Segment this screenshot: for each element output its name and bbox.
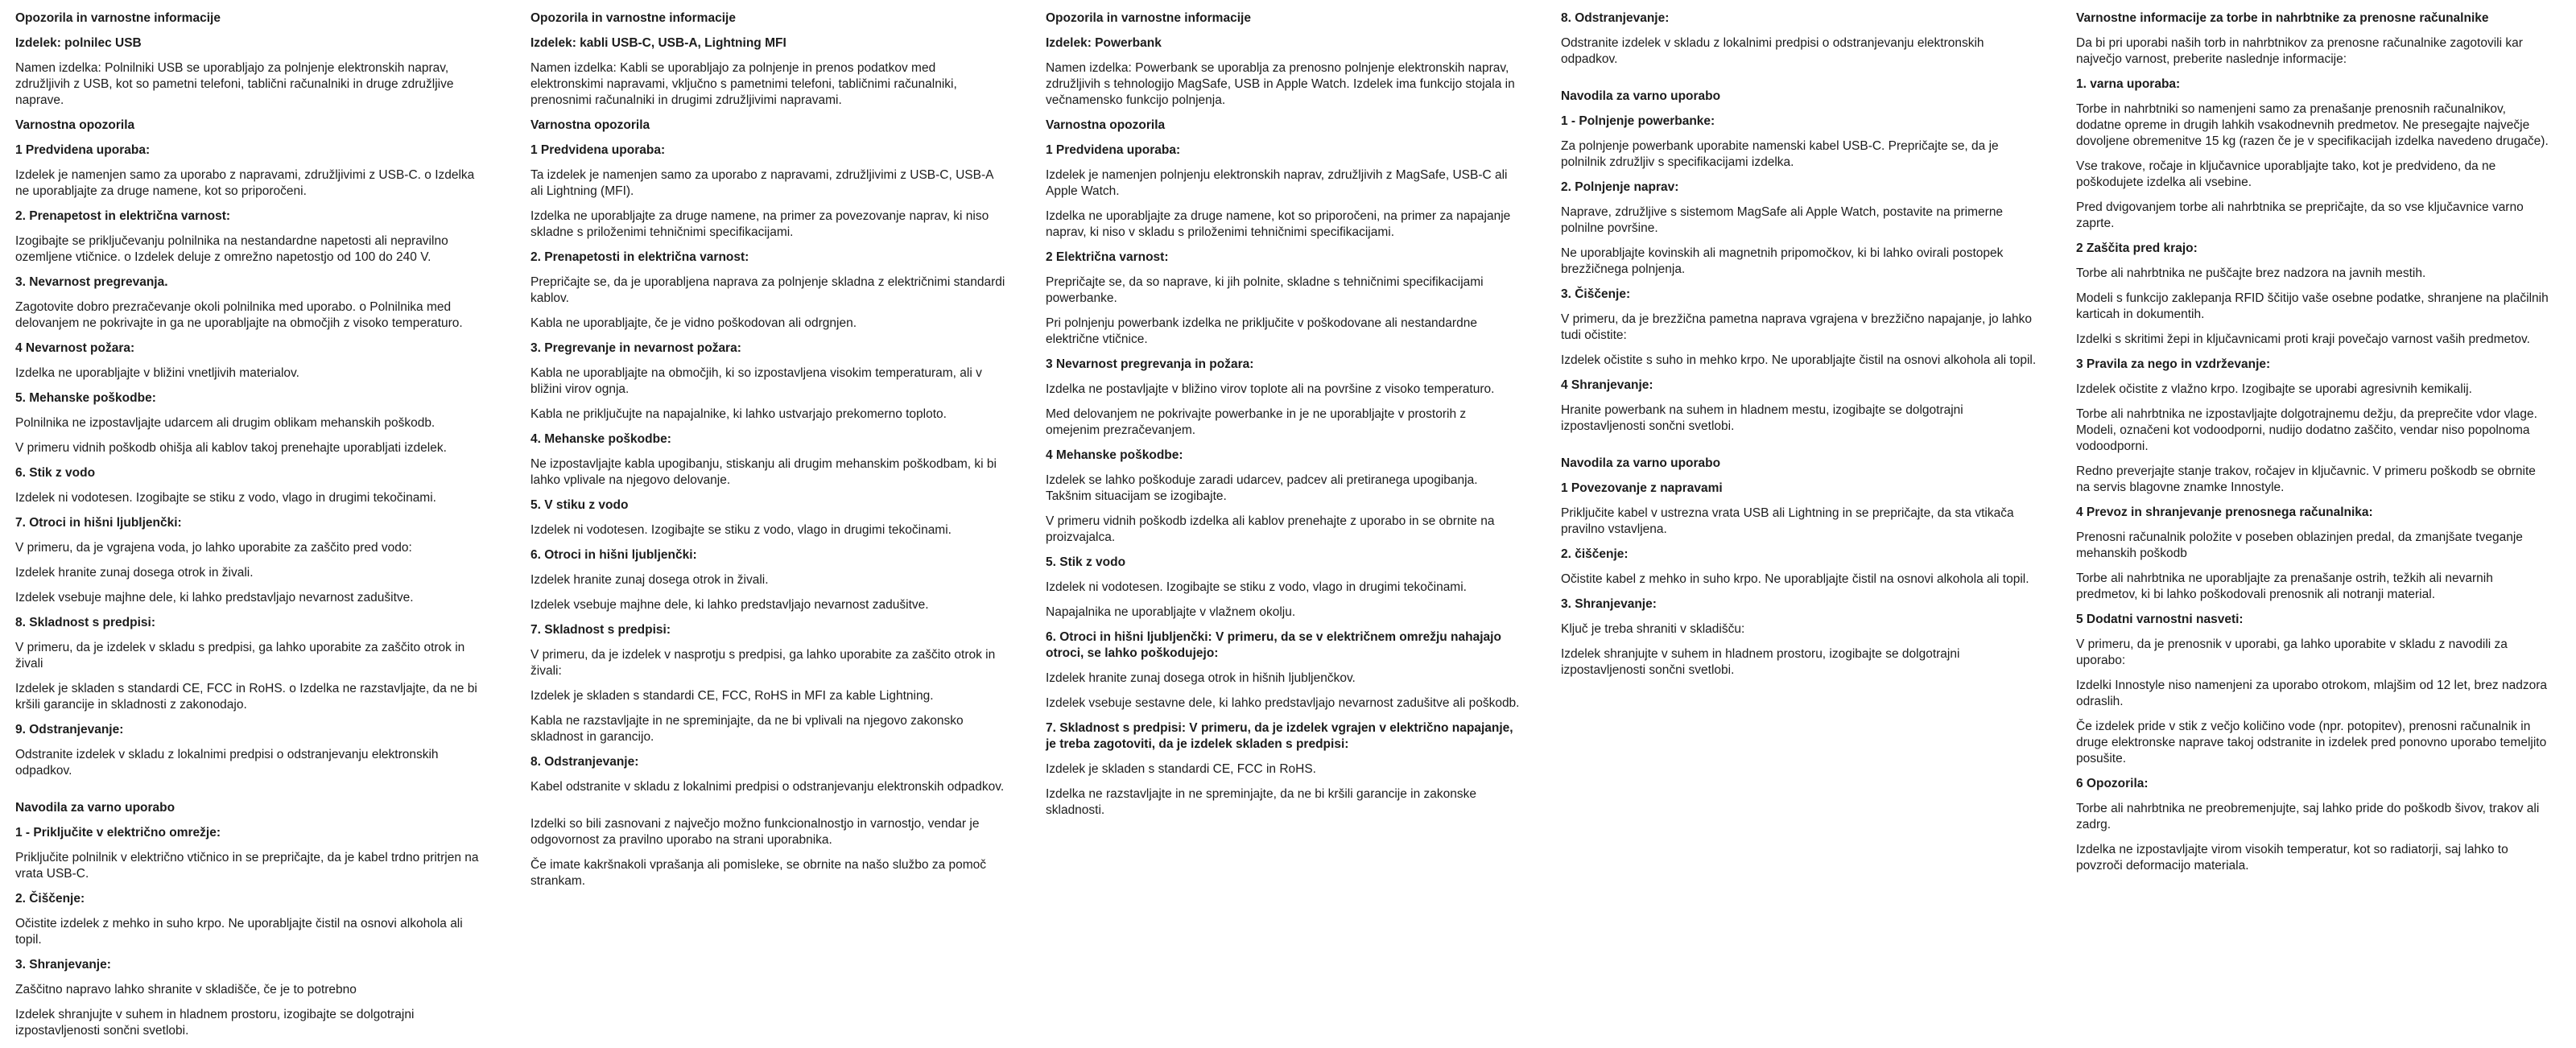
section-heading: 7. Skladnost s predpisi: V primeru, da je izdelek vgrajen v električno napajanje, je treba zagotoviti, da je izdelek skladen s predpisi: <box>1046 721 1513 751</box>
section-heading: 3. Nevarnost pregrevanja. <box>15 275 168 289</box>
paragraph: Izdelek očistite z vlažno krpo. Izogibajte se uporabi agresivnih kemikalij. <box>2076 382 2472 396</box>
paragraph: Prepričajte se, da so naprave, ki jih polnite, skladne s tehničnimi specifikacijami powerbanke. <box>1046 275 1484 305</box>
column-powerbank-continued <box>1546 0 2061 687</box>
paragraph: Izdelka ne uporabljajte v bližini vnetljivih materialov. <box>15 366 299 380</box>
paragraph: Izdelek ni vodotesen. Izogibajte se stiku z vodo, vlago in drugimi tekočinami. <box>1046 580 1467 594</box>
paragraph: Očistite izdelek z mehko in suho krpo. Ne uporabljajte čistil na osnovi alkohola ali topil. <box>15 917 463 947</box>
section-heading: 5. Mehanske poškodbe: <box>15 391 156 405</box>
section-heading: Izdelek: Powerbank <box>1046 36 1162 50</box>
paragraph: Modeli s funkcijo zaklepanja RFID ščitijo vaše osebne podatke, shranjene na plačilnih karticah in dokumentih. <box>2076 291 2549 321</box>
paragraph: Izdelek je skladen s standardi CE, FCC, RoHS in MFI za kable Lightning. <box>530 689 934 703</box>
section-heading: 1. varna uporaba: <box>2076 77 2181 91</box>
paragraph: Izdelek vsebuje majhne dele, ki lahko predstavljajo nevarnost zadušitve. <box>15 591 414 604</box>
paragraph: Zagotovite dobro prezračevanje okoli polnilnika med uporabo. o Polnilnika med delovanjem ne pokrivajte in ga ne uporabljajte na območjih z visoko temperaturo. <box>15 300 463 330</box>
paragraph: Polnilnika ne izpostavljajte udarcem ali drugim oblikam mehanskih poškodb. <box>15 416 436 430</box>
paragraph: Priključite polnilnik v električno vtičnico in se prepričajte, da je kabel trdno pritrjen na vrata USB-C. <box>15 851 479 881</box>
section-heading: 1 Povezovanje z napravami <box>1561 481 1723 495</box>
section-heading: Varnostna opozorila <box>530 118 650 132</box>
column-usb-charger <box>0 0 515 1048</box>
paragraph: Kabla ne priključujte na napajalnike, ki lahko ustvarjajo prekomerno toploto. <box>530 407 947 421</box>
paragraph: Kabel odstranite v skladu z lokalnimi predpisi o odstranjevanju elektronskih odpadkov. <box>530 780 1005 794</box>
paragraph: Namen izdelka: Polnilniki USB se uporabljajo za polnjenje elektronskih naprav, združljivih z USB, kot so pametni telefoni, tablični računalniki in druge združljive naprave. <box>15 61 454 107</box>
paragraph: Prepričajte se, da je uporabljena naprava za polnjenje skladna z električnimi standardi kablov. <box>530 275 1005 305</box>
paragraph: Namen izdelka: Kabli se uporabljajo za polnjenje in prenos podatkov med elektronskimi napravami, vključno s pametnimi telefoni, tabličnimi računalniki, prenosnimi računalniki in drugimi združljivimi napravami. <box>530 61 957 107</box>
section-heading: Navodila za varno uporabo <box>1561 456 1721 470</box>
paragraph: Vse trakove, ročaje in ključavnice uporabljajte tako, kot je predvideno, da ne poškodujete izdelka ali vsebine. <box>2076 159 2496 189</box>
section-heading: 1 - Polnjenje powerbanke: <box>1561 114 1715 128</box>
section-heading: 1 Predvidena uporaba: <box>15 143 151 157</box>
section-heading: 5 Dodatni varnostni nasveti: <box>2076 613 2244 626</box>
paragraph: Prenosni računalnik položite v poseben oblazinjen predal, da zmanjšate tveganje mehanskih poškodb <box>2076 530 2523 560</box>
section-heading: 2. čiščenje: <box>1561 547 1629 561</box>
paragraph: Kabla ne uporabljajte na območjih, ki so izpostavljena visokim temperaturam, ali v bližini virov ognja. <box>530 366 982 396</box>
section-heading: 3 Pravila za nego in vzdrževanje: <box>2076 357 2271 371</box>
paragraph: Namen izdelka: Powerbank se uporablja za prenosno polnjenje elektronskih naprav, združljivih s tehnologijo MagSafe, USB in Apple Watch. Izdelek ima funkcijo stojala in večnamensko funkcijo polnjenja. <box>1046 61 1515 107</box>
document-title: Opozorila in varnostne informacije <box>15 11 221 25</box>
section-heading: 3 Nevarnost pregrevanja in požara: <box>1046 357 1254 371</box>
paragraph: Torbe in nahrbtniki so namenjeni samo za prenašanje prenosnih računalnikov, dodatne opreme in drugih lahkih vsakodnevnih predmetov. Ne presegajte največje dovoljene obremenitve 15 kg (razen če je v specifikacijah izdelka navedeno drugače). <box>2076 102 2549 148</box>
paragraph: Redno preverjajte stanje trakov, ročajev in ključavnic. V primeru poškodb se obrnite na servis blagovne znamke Innostyle. <box>2076 464 2536 494</box>
paragraph: Ključ je treba shraniti v skladišču: <box>1561 622 1745 636</box>
paragraph: Pri polnjenju powerbank izdelka ne priključite v poškodovane ali nestandardne električne vtičnice. <box>1046 316 1477 346</box>
paragraph: Kabla ne uporabljajte, če je vidno poškodovan ali odrgnjen. <box>530 316 857 330</box>
paragraph: Izdelek shranjujte v suhem in hladnem prostoru, izogibajte se dolgotrajni izpostavljenosti sončni svetlobi. <box>1561 647 1960 677</box>
paragraph: Izdelek ni vodotesen. Izogibajte se stiku z vodo, vlago in drugimi tekočinami. <box>15 491 436 505</box>
section-heading: 2. Prenapetost in električna varnost: <box>15 209 231 223</box>
paragraph: Izdelek se lahko poškoduje zaradi udarcev, padcev ali pretiranega upogibanja. Takšnim situacijam se izogibajte. <box>1046 473 1478 503</box>
section-heading: 1 Predvidena uporaba: <box>530 143 666 157</box>
paragraph: V primeru vidnih poškodb ohišja ali kablov takoj prenehajte uporabljati izdelek. <box>15 441 447 455</box>
paragraph: Izdelek je skladen s standardi CE, FCC in RoHS. <box>1046 762 1316 776</box>
section-heading: 4. Mehanske poškodbe: <box>530 432 671 446</box>
section-heading: 2 Zaščita pred krajo: <box>2076 241 2198 255</box>
paragraph: V primeru, da je prenosnik v uporabi, ga lahko uporabite v skladu z navodili za uporabo: <box>2076 637 2508 667</box>
paragraph: V primeru, da je vgrajena voda, jo lahko uporabite za zaščito pred vodo: <box>15 541 412 555</box>
paragraph: Izdelek je namenjen samo za uporabo z napravami, združljivimi z USB-C. o Izdelka ne uporabljajte za druge namene, kot so priporočeni. <box>15 168 475 198</box>
paragraph: Priključite kabel v ustrezna vrata USB ali Lightning in se prepričajte, da sta vtikača pravilno vstavljena. <box>1561 506 2014 536</box>
paragraph: Zaščitno napravo lahko shranite v skladišče, če je to potrebno <box>15 983 357 996</box>
section-heading: 4 Nevarnost požara: <box>15 341 135 355</box>
section-heading: 5. Stik z vodo <box>1046 555 1126 569</box>
paragraph: Očistite kabel z mehko in suho krpo. Ne uporabljajte čistil na osnovi alkohola ali topil. <box>1561 572 2029 586</box>
section-heading: Varnostna opozorila <box>15 118 135 132</box>
paragraph: Izdelek je namenjen polnjenju elektronskih naprav, združljivih z MagSafe, USB-C ali Apple Watch. <box>1046 168 1508 198</box>
section-heading: 9. Odstranjevanje: <box>15 723 124 736</box>
paragraph: Kabla ne razstavljajte in ne spreminjajte, da ne bi vplivali na njegovo zakonsko skladnost in garancijo. <box>530 714 964 744</box>
paragraph: Izogibajte se priključevanju polnilnika na nestandardne napetosti ali nepravilno ozemljene vtičnice. o Izdelek deluje z omrežno napetostjo od 100 do 240 V. <box>15 234 448 264</box>
paragraph: Izdelek očistite s suho in mehko krpo. Ne uporabljajte čistil na osnovi alkohola ali topil. <box>1561 353 2037 367</box>
section-heading: 3. Shranjevanje: <box>15 958 111 972</box>
paragraph: Torbe ali nahrbtnika ne uporabljajte za prenašanje ostrih, težkih ali nevarnih predmetov, ki bi lahko poškodovali prenosnik ali notranji material. <box>2076 571 2493 601</box>
paragraph: Izdelki so bili zasnovani z največjo možno funkcionalnostjo in varnostjo, vendar je odgovornost za pravilno uporabo na strani uporabnika. <box>530 817 980 847</box>
paragraph: Izdelek hranite zunaj dosega otrok in živali. <box>15 566 254 580</box>
section-heading: 2. Prenapetosti in električna varnost: <box>530 250 749 264</box>
paragraph: Izdelka ne postavljajte v bližino virov toplote ali na površine z visoko temperaturo. <box>1046 382 1495 396</box>
document-title: Varnostne informacije za torbe in nahrbtnike za prenosne računalnike <box>2076 11 2489 25</box>
section-heading: 4 Shranjevanje: <box>1561 378 1653 392</box>
document-title: Opozorila in varnostne informacije <box>1046 11 1251 25</box>
column-cables <box>515 0 1030 898</box>
paragraph: Med delovanjem ne pokrivajte powerbanke in je ne uporabljajte v prostorih z omejenim prezračevanjem. <box>1046 407 1467 437</box>
section-heading: 6. Otroci in hišni ljubljenčki: V primeru, da se v električnem omrežju nahajajo otroci, se lahko poškodujejo: <box>1046 630 1501 660</box>
paragraph: Odstranite izdelek v skladu z lokalnimi predpisi o odstranjevanju elektronskih odpadkov. <box>1561 36 1984 66</box>
paragraph: Izdelka ne izpostavljajte virom visokih temperatur, kot so radiatorji, saj lahko to povzroči deformacijo materiala. <box>2076 843 2508 873</box>
section-heading: 7. Skladnost s predpisi: <box>530 623 671 637</box>
section-heading: Izdelek: kabli USB-C, USB-A, Lightning MFI <box>530 36 786 50</box>
paragraph: Če imate kakršnakoli vprašanja ali pomisleke, se obrnite na našo službo za pomoč strankam. <box>530 858 987 888</box>
paragraph: Torbe ali nahrbtnika ne preobremenjujte, saj lahko pride do poškodb šivov, trakov ali zadrg. <box>2076 802 2540 831</box>
section-heading: Varnostna opozorila <box>1046 118 1166 132</box>
section-heading: 3. Čiščenje: <box>1561 287 1631 301</box>
paragraph: Za polnjenje powerbank uporabite namenski kabel USB-C. Prepričajte se, da je polnilnik združljiv s specifikacijami izdelka. <box>1561 139 1999 169</box>
paragraph: Izdelek shranjujte v suhem in hladnem prostoru, izogibajte se dolgotrajni izpostavljenosti sončni svetlobi. <box>15 1008 415 1038</box>
section-heading: 1 - Priključite v električno omrežje: <box>15 826 221 840</box>
section-heading: 2. Polnjenje naprav: <box>1561 180 1679 194</box>
section-heading: 6. Otroci in hišni ljubljenčki: <box>530 548 697 562</box>
section-heading: 4 Mehanske poškodbe: <box>1046 448 1183 462</box>
paragraph: Naprave, združljive s sistemom MagSafe ali Apple Watch, postavite na primerne polnilne površine. <box>1561 205 2004 235</box>
paragraph: V primeru, da je brezžična pametna naprava vgrajena v brezžično napajanje, jo lahko tudi očistite: <box>1561 312 2033 342</box>
paragraph: Izdelka ne uporabljajte za druge namene, kot so priporočeni, na primer za napajanje naprav, ki niso v skladu s priloženimi tehničnimi specifikacijami. <box>1046 209 1511 239</box>
paragraph: Torbe ali nahrbtnika ne puščajte brez nadzora na javnih mestih. <box>2076 266 2426 280</box>
paragraph: Izdelek je skladen s standardi CE, FCC in RoHS. o Izdelka ne razstavljajte, da ne bi kršili garancije in skladnosti z zakonodajo. <box>15 682 477 712</box>
column-powerbank <box>1030 0 1546 827</box>
paragraph: Torbe ali nahrbtnika ne izpostavljajte dolgotrajnemu dežju, da preprečite vdor vlage. Modeli, označeni kot vodoodporni, nudijo dodatno zaščito, vendar niso popolnoma vodoodporni. <box>2076 407 2537 453</box>
section-heading: 2. Čiščenje: <box>15 892 85 906</box>
paragraph: V primeru vidnih poškodb izdelka ali kablov prenehajte z uporabo in se obrnite na proizvajalca. <box>1046 514 1495 544</box>
section-heading: 4 Prevoz in shranjevanje prenosnega računalnika: <box>2076 505 2373 519</box>
section-heading: 5. V stiku z vodo <box>530 498 629 512</box>
paragraph: Izdelek hranite zunaj dosega otrok in živali. <box>530 573 769 587</box>
section-heading: 8. Odstranjevanje: <box>1561 11 1670 25</box>
section-heading: Navodila za varno uporabo <box>15 801 175 815</box>
section-heading: 3. Shranjevanje: <box>1561 597 1657 611</box>
section-heading: Navodila za varno uporabo <box>1561 89 1721 103</box>
section-heading: 2 Električna varnost: <box>1046 250 1169 264</box>
paragraph: Hranite powerbank na suhem in hladnem mestu, izogibajte se dolgotrajni izpostavljenosti sončni svetlobi. <box>1561 403 1963 433</box>
paragraph: Izdelka ne razstavljajte in ne spreminjajte, da ne bi kršili garancije in zakonske skladnosti. <box>1046 787 1477 817</box>
paragraph: V primeru, da je izdelek v nasprotju s predpisi, ga lahko uporabite za zaščito otrok in živali: <box>530 648 996 678</box>
paragraph: Pred dvigovanjem torbe ali nahrbtnika se prepričajte, da so vse ključavnice varno zaprte. <box>2076 200 2524 230</box>
paragraph: Ta izdelek je namenjen samo za uporabo z napravami, združljivimi z USB-C, USB-A ali Lightning (MFI). <box>530 168 993 198</box>
paragraph: Izdelka ne uporabljajte za druge namene, na primer za povezovanje naprav, ki niso skladne s priloženimi tehničnimi specifikacijami. <box>530 209 989 239</box>
paragraph: Da bi pri uporabi naših torb in nahrbtnikov za prenosne računalnike zagotovili kar največjo varnost, preberite naslednje informacije: <box>2076 36 2523 66</box>
paragraph: Izdelek hranite zunaj dosega otrok in hišnih ljubljenčkov. <box>1046 671 1356 685</box>
section-heading: 3. Pregrevanje in nevarnost požara: <box>530 341 741 355</box>
paragraph: V primeru, da je izdelek v skladu s predpisi, ga lahko uporabite za zaščito otrok in živali <box>15 641 465 670</box>
section-heading: 6. Stik z vodo <box>15 466 96 480</box>
paragraph: Izdelki s skritimi žepi in ključavnicami proti kraji povečajo varnost vaših predmetov. <box>2076 332 2530 346</box>
paragraph: Ne izpostavljajte kabla upogibanju, stiskanju ali drugim mehanskim poškodbam, ki bi lahko vplivale na njegovo delovanje. <box>530 457 997 487</box>
paragraph: Odstranite izdelek v skladu z lokalnimi predpisi o odstranjevanju elektronskih odpadkov. <box>15 748 439 778</box>
paragraph: Izdelek vsebuje sestavne dele, ki lahko predstavljajo nevarnost zadušitve ali poškodb. <box>1046 696 1520 710</box>
section-heading: 7. Otroci in hišni ljubljenčki: <box>15 516 182 530</box>
paragraph: Izdelki Innostyle niso namenjeni za uporabo otrokom, mlajšim od 12 let, brez nadzora odraslih. <box>2076 679 2548 708</box>
section-heading: 1 Predvidena uporaba: <box>1046 143 1181 157</box>
section-heading: 8. Skladnost s predpisi: <box>15 616 155 629</box>
document-title: Opozorila in varnostne informacije <box>530 11 736 25</box>
section-heading: 8. Odstranjevanje: <box>530 755 639 769</box>
paragraph: Napajalnika ne uporabljajte v vlažnem okolju. <box>1046 605 1296 619</box>
section-heading: Izdelek: polnilec USB <box>15 36 142 50</box>
paragraph: Izdelek ni vodotesen. Izogibajte se stiku z vodo, vlago in drugimi tekočinami. <box>530 523 952 537</box>
paragraph: Če izdelek pride v stik z večjo količino vode (npr. potopitev), prenosni računalnik in druge elektronske naprave takoj odstranite in izdelek pred ponovno uporabo temeljito posušite. <box>2076 720 2547 765</box>
paragraph: Izdelek vsebuje majhne dele, ki lahko predstavljajo nevarnost zadušitve. <box>530 598 929 612</box>
paragraph: Ne uporabljajte kovinskih ali magnetnih pripomočkov, ki bi lahko ovirali postopek brezžičnega polnjenja. <box>1561 246 2004 276</box>
section-heading: 6 Opozorila: <box>2076 777 2149 790</box>
column-laptop-bags <box>2061 0 2576 883</box>
